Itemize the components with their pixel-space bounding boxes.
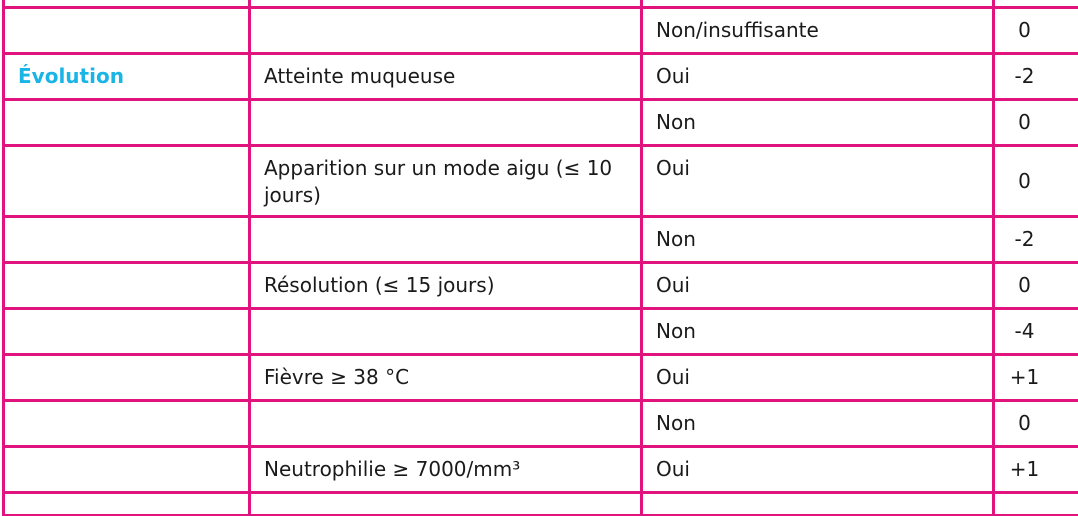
answer-cell: Non <box>642 100 994 146</box>
table-row <box>4 0 1078 8</box>
table-row <box>4 401 1078 447</box>
category-cell <box>4 0 250 8</box>
table-row <box>4 493 1078 516</box>
answer-cell <box>642 493 994 516</box>
category-cell <box>4 8 250 54</box>
criterion-cell <box>250 401 642 447</box>
table-row <box>4 309 1078 355</box>
table-row <box>4 447 1078 493</box>
category-cell <box>4 263 250 309</box>
answer-cell: Oui <box>642 263 994 309</box>
answer-cell <box>642 0 994 8</box>
category-cell <box>4 309 250 355</box>
score-cell: 0 <box>994 8 1078 54</box>
score-cell: 0 <box>994 401 1078 447</box>
table-row <box>4 54 1078 100</box>
score-cell: -2 <box>994 54 1078 100</box>
score-cell <box>994 493 1078 516</box>
table-row <box>4 100 1078 146</box>
category-cell <box>4 217 250 263</box>
answer-cell: Non <box>642 309 994 355</box>
score-cell: 0 <box>994 146 1078 217</box>
criterion-cell: Neutrophilie ≥ 7000/mm³ <box>250 447 642 493</box>
criterion-cell: Résolution (≤ 15 jours) <box>250 263 642 309</box>
category-cell <box>4 493 250 516</box>
category-cell <box>4 100 250 146</box>
criterion-cell <box>250 217 642 263</box>
score-cell: 0 <box>994 100 1078 146</box>
table-row <box>4 217 1078 263</box>
answer-cell: Oui <box>642 54 994 100</box>
answer-cell: Non <box>642 401 994 447</box>
table-row <box>4 146 1078 217</box>
score-cell: +1 <box>994 355 1078 401</box>
criterion-cell <box>250 8 642 54</box>
criterion-cell: Apparition sur un mode aigu (≤ 10 jours) <box>250 146 642 217</box>
criterion-cell: Atteinte muqueuse <box>250 54 642 100</box>
answer-cell: Oui <box>642 146 994 217</box>
criterion-cell: Fièvre ≥ 38 °C <box>250 355 642 401</box>
score-cell: +1 <box>994 447 1078 493</box>
score-cell <box>994 0 1078 8</box>
category-cell: Évolution <box>4 54 250 100</box>
score-cell: -4 <box>994 309 1078 355</box>
answer-cell: Oui <box>642 355 994 401</box>
criterion-cell <box>250 0 642 8</box>
criterion-cell <box>250 309 642 355</box>
category-cell <box>4 146 250 217</box>
criterion-cell <box>250 493 642 516</box>
score-cell: 0 <box>994 263 1078 309</box>
table-row <box>4 8 1078 54</box>
score-cell: -2 <box>994 217 1078 263</box>
criterion-cell <box>250 100 642 146</box>
table-row <box>4 355 1078 401</box>
category-cell <box>4 401 250 447</box>
scoring-table <box>2 0 1078 516</box>
answer-cell: Non <box>642 217 994 263</box>
category-cell <box>4 355 250 401</box>
table-row <box>4 263 1078 309</box>
answer-cell: Non/insuffisante <box>642 8 994 54</box>
category-cell <box>4 447 250 493</box>
answer-cell: Oui <box>642 447 994 493</box>
